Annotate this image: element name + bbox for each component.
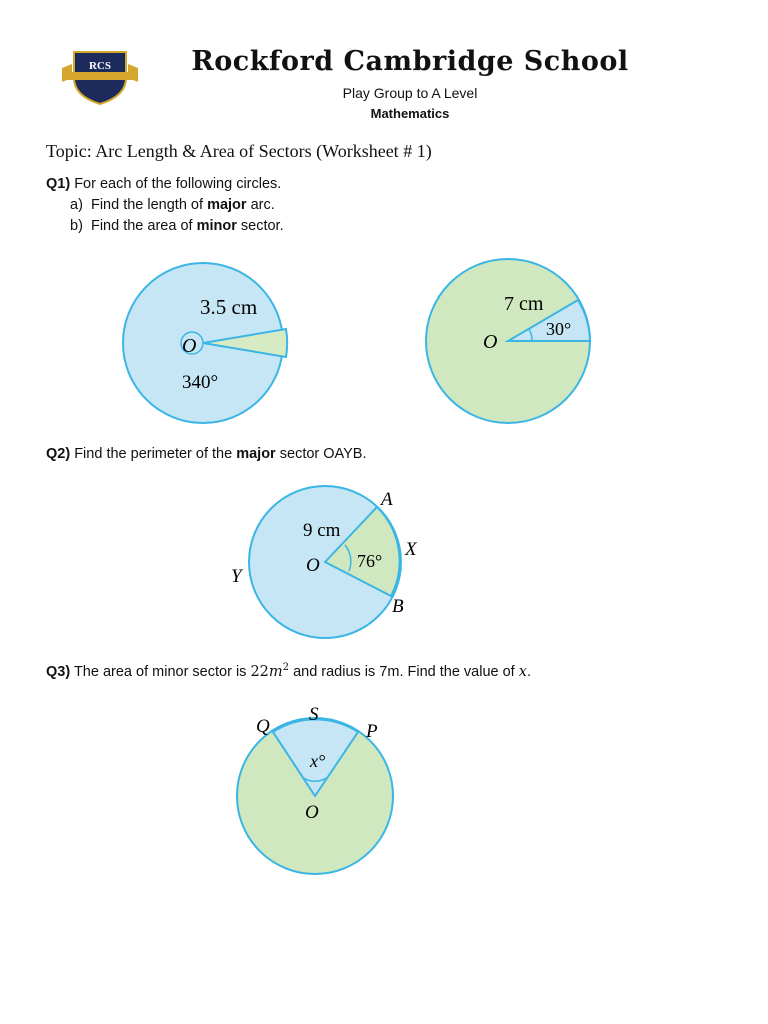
question-2-text-end: sector OAYB. bbox=[279, 446, 367, 462]
part-label: b) bbox=[70, 218, 83, 234]
area-exponent: 2 bbox=[282, 662, 290, 673]
radius-label: 9 cm bbox=[303, 520, 341, 541]
part-text: Find the area of bbox=[90, 218, 193, 234]
question-2-text: Find the perimeter of the bbox=[74, 446, 233, 462]
variable-x: x bbox=[518, 663, 527, 680]
radius-label: 7 cm bbox=[504, 293, 544, 315]
part-emphasis: minor bbox=[196, 218, 237, 234]
worksheet-topic: Topic: Arc Length & Area of Sectors (Worksheet # 1) bbox=[46, 141, 432, 161]
part-text-end: sector. bbox=[240, 218, 284, 234]
question-2-number: Q2) bbox=[46, 446, 71, 462]
logo-text: RCS bbox=[88, 60, 112, 72]
angle-label: 76° bbox=[357, 551, 383, 571]
question-3-text-mid: and radius is 7m. Find the value of bbox=[293, 663, 515, 680]
center-label: O bbox=[305, 802, 319, 823]
school-subtitle: Play Group to A Level bbox=[342, 85, 478, 101]
point-b-label: B bbox=[392, 596, 404, 617]
question-1-part-b bbox=[70, 218, 284, 234]
radius-label: 3.5 cm bbox=[200, 295, 258, 319]
angle-label: x° bbox=[310, 751, 326, 771]
question-1-text: For each of the following circles. bbox=[74, 176, 282, 192]
point-y-label: Y bbox=[231, 566, 242, 587]
school-name: Rockford Cambridge School bbox=[191, 46, 629, 77]
question-3 bbox=[46, 662, 531, 680]
part-text-end: arc. bbox=[250, 197, 275, 213]
question-3-number: Q3) bbox=[46, 663, 71, 680]
part-emphasis: major bbox=[207, 197, 247, 213]
figure-circle-340 bbox=[110, 255, 310, 425]
question-2-emphasis: major bbox=[236, 446, 276, 462]
point-x-label: X bbox=[405, 539, 417, 560]
part-text: Find the length of bbox=[90, 197, 204, 213]
subject-title: Mathematics bbox=[370, 106, 450, 121]
point-q-label: Q bbox=[256, 716, 270, 737]
question-1-part-a bbox=[70, 197, 275, 213]
point-a-label: A bbox=[381, 489, 393, 510]
angle-label: 30° bbox=[546, 319, 572, 339]
area-unit: m bbox=[268, 663, 283, 680]
question-3-text: The area of minor sector is bbox=[73, 663, 247, 680]
area-value: 22 bbox=[250, 663, 269, 680]
point-p-label: P bbox=[366, 721, 378, 742]
angle-label: 340° bbox=[182, 372, 219, 393]
center-label: O bbox=[306, 555, 320, 576]
point-s-label: S bbox=[309, 704, 319, 725]
figure-sector-oayb bbox=[225, 485, 435, 645]
figure-circle-30 bbox=[420, 255, 600, 425]
question-2 bbox=[46, 446, 367, 462]
center-label: O bbox=[483, 331, 498, 353]
figure-sector-x bbox=[230, 700, 410, 880]
question-1 bbox=[46, 176, 281, 192]
part-label: a) bbox=[70, 197, 83, 213]
question-3-end: . bbox=[526, 663, 531, 680]
question-1-number: Q1) bbox=[46, 176, 71, 192]
area-expression bbox=[250, 664, 289, 680]
center-label: O bbox=[182, 335, 197, 357]
